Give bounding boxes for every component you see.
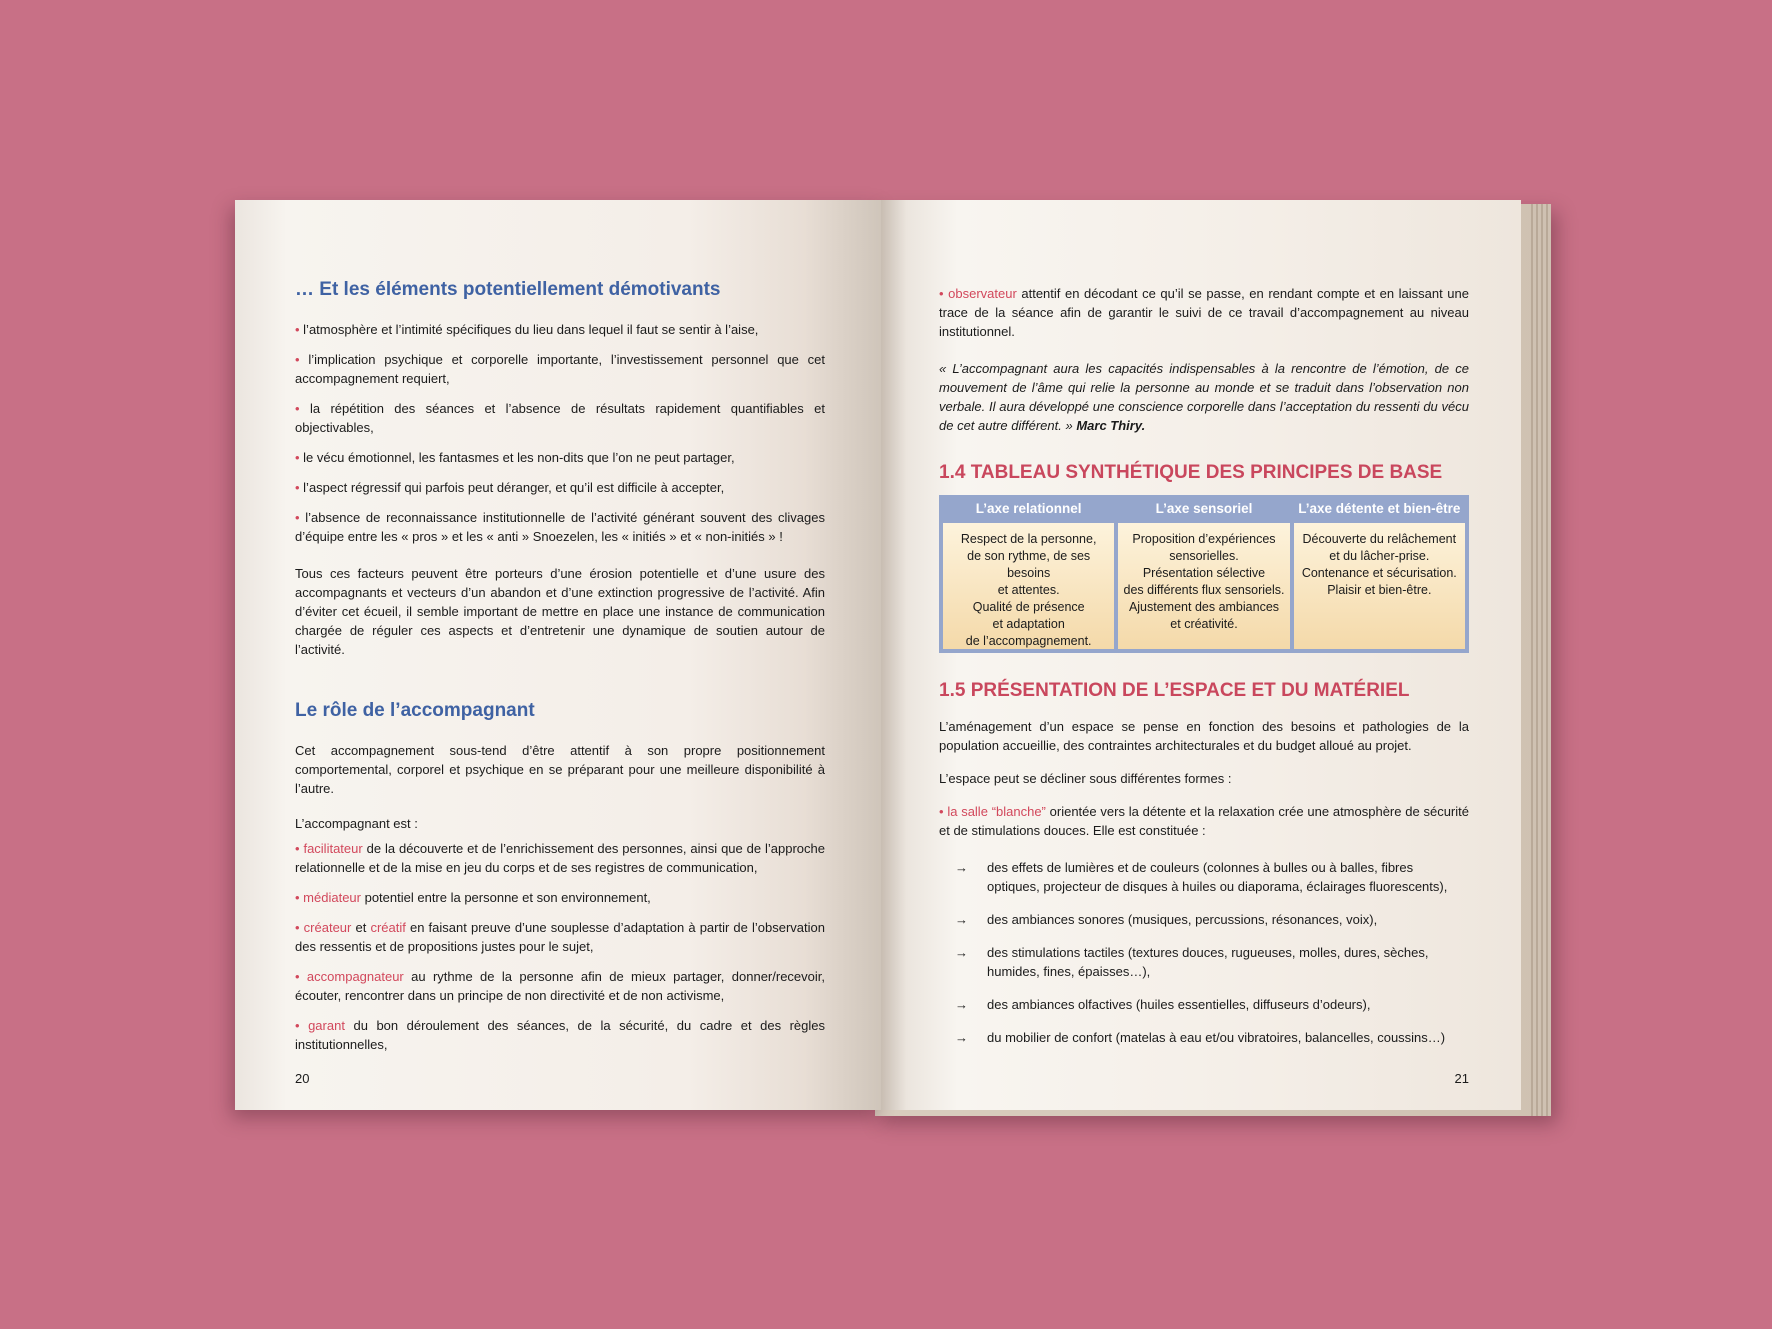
paragraph-factors: Tous ces facteurs peuvent être porteurs d’une érosion potentielle et d’une usure des accompagnants et vecteurs d’un abandon et d’une extinction progressive de l’activité. Afin d’éviter cet écueil, il semble important de mettre en place une instance de communication chargée de réguler ces aspects et d’entretenir une dynamique de soutien autour de l’activité. <box>295 566 825 657</box>
observer-item: • observateur attentif en décodant ce qu’il se passe, en rendant compte et en laissant une trace de la séance afin de garantir le suivi de ce travail d’accompagnement au niveau institutionnel. <box>939 286 1469 339</box>
bullet-icon: • <box>295 510 306 525</box>
list-item: • le vécu émotionnel, les fantasmes et les non-dits que l’on ne peut partager, <box>295 450 735 465</box>
list-item: → du mobilier de confort (matelas à eau et/ou vibratoires, balancelles, coussins…) <box>955 1030 1446 1045</box>
table-cell: Respect de la personne, de son rythme, de ses besoins et attentes. Qualité de présence et adaptation de l’accompagnement. <box>943 523 1114 649</box>
table-header: L’axe détente et bien-être <box>1298 501 1461 516</box>
arrow-right-icon: → <box>955 1030 968 1045</box>
open-book <box>235 200 1549 1115</box>
right-page <box>881 200 1521 1110</box>
table-cell: Proposition d’expériences sensorielles. Présentation sélective des différents flux sensoriels. Ajustement des ambiances et créativité. <box>1118 523 1289 649</box>
bullet-icon: • <box>295 969 307 984</box>
arrow-right-icon: → <box>955 945 968 960</box>
page-edge <box>1531 204 1533 1116</box>
white-room-item: • la salle “blanche” orientée vers la détente et la relaxation crée une atmosphère de sécurité et de stimulations douces. Elle est constituée : <box>939 804 1469 838</box>
heading-demotivating-elements: … Et les éléments potentiellement démotivants <box>295 279 721 300</box>
role-item: • médiateur potentiel entre la personne et son environnement, <box>295 890 651 905</box>
left-page <box>235 200 881 1110</box>
bullet-icon: • <box>295 1018 309 1033</box>
role-item: • facilitateur de la découverte et de l’enrichissement des personnes, ainsi que de l’approche relationnelle et de la mise en jeu du corps et de ses registres de communication, <box>295 841 825 875</box>
heading-summary-table: 1.4 TABLEAU SYNTHÉTIQUE DES PRINCIPES DE BASE <box>939 462 1443 483</box>
list-item: → des ambiances olfactives (huiles essentielles, diffuseurs d’odeurs), <box>955 997 1371 1012</box>
page-edge <box>1541 204 1543 1116</box>
bullet-icon: • <box>939 804 948 819</box>
list-item: → des stimulations tactiles (textures douces, rugueuses, molles, dures, sèches, humides, fines, épaisses…), <box>955 945 1429 979</box>
list-item: • l’implication psychique et corporelle importante, l’investissement personnel que cet accompagnement requiert, <box>295 352 826 386</box>
list-item: • l’atmosphère et l’intimité spécifiques du lieu dans lequel il faut se sentir à l’aise, <box>295 322 759 337</box>
bullet-icon: • <box>295 352 309 367</box>
list-item: • l’aspect régressif qui parfois peut déranger, et qu’il est difficile à accepter, <box>295 480 725 495</box>
list-item: • la répétition des séances et l’absence de résultats rapidement quantifiables et objectivables, <box>295 401 825 435</box>
page-number-right: 21 <box>1454 1071 1469 1086</box>
principles-table <box>939 495 1469 653</box>
role-item: • créateur et créatif en faisant preuve d’une souplesse d’adaptation à partir de l’observation des ressentis et de propositions justes pour le sujet, <box>295 920 825 954</box>
roles-intro: L’accompagnant est : <box>295 816 418 831</box>
heading-space-equipment: 1.5 PRÉSENTATION DE L’ESPACE ET DU MATÉRIEL <box>939 680 1410 701</box>
bullet-icon: • <box>295 322 304 337</box>
bullet-icon: • <box>295 890 304 905</box>
role-item: • garant du bon déroulement des séances, de la sécurité, du cadre et des règles institutionnelles, <box>295 1018 825 1052</box>
bullet-icon: • <box>295 920 304 935</box>
table-cell: Découverte du relâchement et du lâcher-prise. Contenance et sécurisation. Plaisir et bien-être. <box>1294 523 1465 649</box>
quote: « L’accompagnant aura les capacités indispensables à la rencontre de l’émotion, de ce mouvement de l’âme qui relie la personne au monde et se traduit dans l’observation non verbale. Il aura développé une conscience corporelle dans l’acceptation du ressenti du vécu de cet autre différent. » Marc Thiry. <box>939 361 1469 433</box>
bullet-icon: • <box>295 450 304 465</box>
paragraph-companion: Cet accompagnement sous-tend d’être attentif à son propre positionnement comportemental, corporel et psychique en se préparant pour une meilleure disponibilité à l’autre. <box>295 743 825 796</box>
table-column <box>1294 495 1465 649</box>
list-item: → des ambiances sonores (musiques, percussions, résonances, voix), <box>955 912 1378 927</box>
list-item: → des effets de lumières et de couleurs (colonnes à bulles ou à balles, fibres optiques, projecteur de disques à huiles ou diaporama, éclairages fluorescents), <box>955 860 1448 894</box>
table-column <box>943 495 1114 649</box>
bullet-icon: • <box>295 401 310 416</box>
page-number-left: 20 <box>295 1071 310 1086</box>
bullet-icon: • <box>295 480 304 495</box>
bullet-icon: • <box>295 841 304 856</box>
quote-author: Marc Thiry. <box>1076 418 1146 433</box>
arrow-right-icon: → <box>955 912 968 927</box>
paragraph-forms: L’espace peut se décliner sous différentes formes : <box>939 771 1232 786</box>
page-edge <box>1536 204 1538 1116</box>
role-item: • accompagnateur au rythme de la personne afin de mieux partager, donner/recevoir, écouter, rencontrer dans un principe de non directivité et de non activisme, <box>295 969 825 1003</box>
table-header: L’axe relationnel <box>975 501 1082 516</box>
bullet-icon: • <box>939 286 949 301</box>
table-column <box>1118 495 1289 649</box>
paragraph-space: L’aménagement d’un espace se pense en fonction des besoins et pathologies de la population accueillie, des contraintes architecturales et du budget alloué au projet. <box>939 719 1469 753</box>
heading-companion-role: Le rôle de l’accompagnant <box>295 700 535 721</box>
table-header: L’axe sensoriel <box>1155 501 1253 516</box>
arrow-right-icon: → <box>955 860 968 875</box>
list-item: • l’absence de reconnaissance institutionnelle de l’activité générant souvent des clivages d’équipe entre les « pros » et les « anti » Snoezelen, les « initiés » et « non-initiés » ! <box>295 510 825 544</box>
arrow-right-icon: → <box>955 997 968 1012</box>
page-edge <box>1546 204 1548 1116</box>
